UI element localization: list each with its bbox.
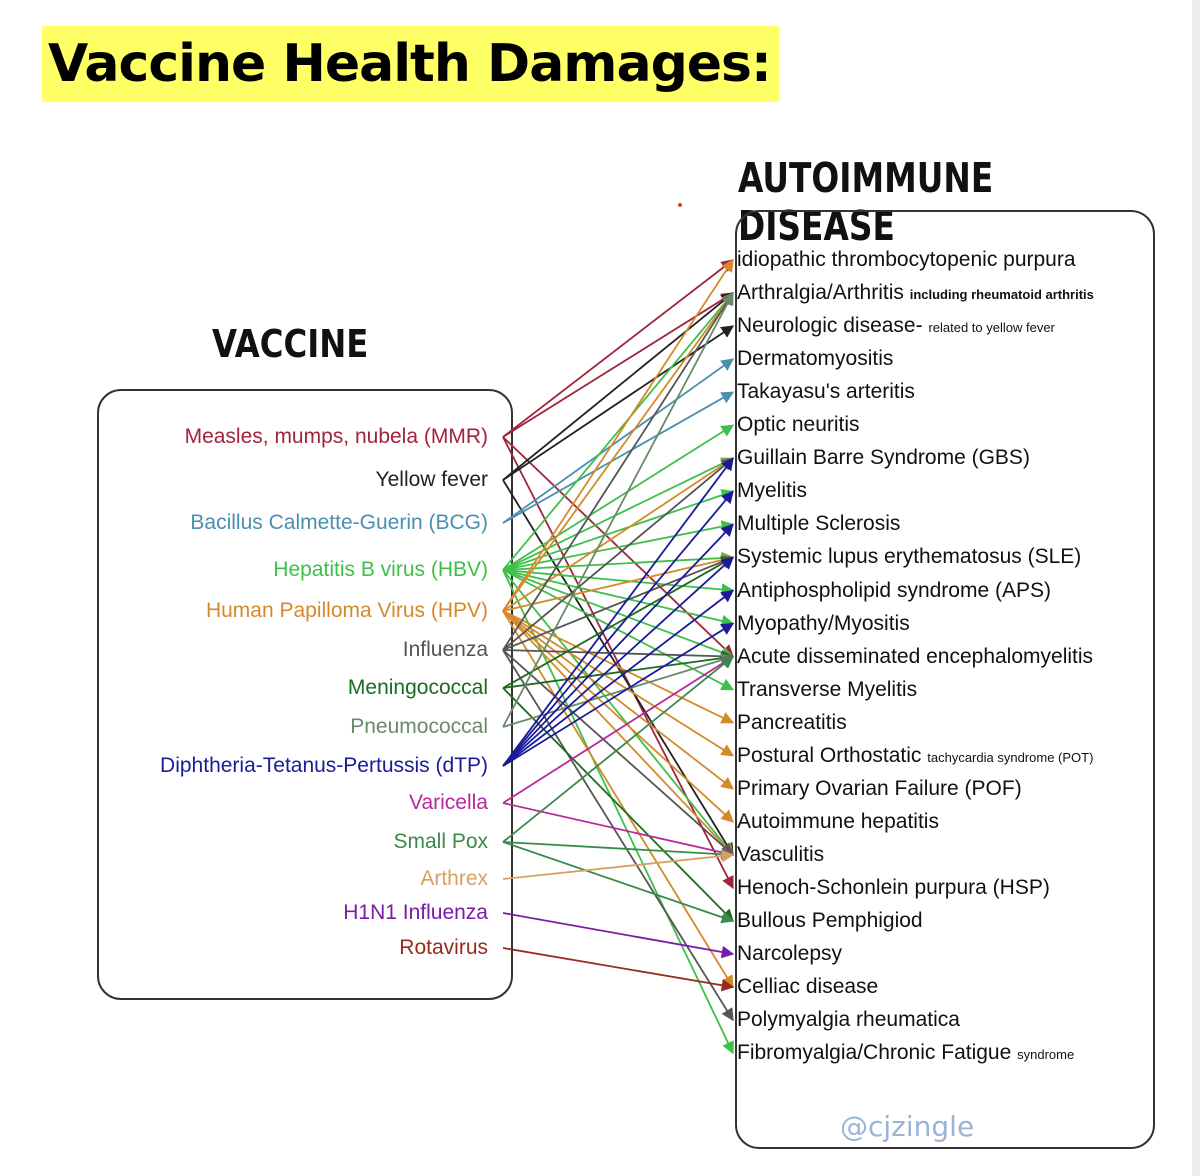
vaccine-item: Pneumococcal <box>350 715 488 738</box>
disease-item <box>737 644 1093 670</box>
link-arrow <box>503 913 733 954</box>
disease-name: idiopathic thrombocytopenic purpura <box>737 248 1076 271</box>
disease-name: Celliac disease <box>737 975 879 999</box>
vaccine-item: Varicella <box>409 791 488 814</box>
disease-note: including rheumatoid arthritis <box>909 287 1094 303</box>
disease-item <box>737 1007 960 1033</box>
link-arrow <box>503 650 733 855</box>
link-arrow <box>503 688 733 921</box>
vaccine-item: Human Papilloma Virus (HPV) <box>205 599 488 622</box>
disease-note: tachycardia syndrome (POT) <box>927 749 1094 765</box>
disease-name: Bullous Pemphigiod <box>737 909 923 932</box>
disease-item <box>737 578 1051 604</box>
disease-name: Primary Ovarian Failure (POF) <box>737 776 1022 800</box>
disease-name: Myopathy/Myositis <box>737 611 910 635</box>
link-arrow <box>503 293 733 437</box>
link-arrow <box>503 948 733 987</box>
vaccine-item: Arthrex <box>420 867 488 890</box>
disease-item <box>737 412 860 438</box>
disease-note: related to yellow fever <box>928 320 1055 336</box>
disease-item <box>737 445 1030 471</box>
disease-item <box>737 743 1093 771</box>
vaccine-item: Diphtheria-Tetanus-Pertussis (dTP) <box>160 754 488 777</box>
disease-heading: AUTOIMMUNE DISEASE <box>738 154 994 250</box>
vaccine-item: Rotavirus <box>399 936 488 959</box>
disease-name: Pancreatitis <box>737 710 847 734</box>
disease-item <box>737 280 1094 308</box>
disease-name: Dermatomyositis <box>737 347 894 371</box>
disease-item <box>737 842 824 868</box>
disease-item <box>737 379 915 405</box>
link-arrow <box>503 611 733 789</box>
vaccine-item: Bacillus Calmette-Guerin (BCG) <box>190 511 488 534</box>
disease-name: Neurologic disease- <box>737 314 929 338</box>
link-arrow <box>503 260 733 611</box>
disease-name: Autoimmune hepatitis <box>737 809 939 833</box>
disease-item <box>737 677 917 703</box>
disease-name: Transverse Myelitis <box>737 677 918 701</box>
disease-item <box>737 544 1081 570</box>
disease-name: Henoch-Schonlein purpura (HSP) <box>737 875 1050 899</box>
disease-item <box>737 974 878 1000</box>
disease-name: Systemic lupus erythematosus (SLE) <box>737 545 1082 569</box>
disease-item <box>737 611 910 637</box>
disease-name: Arthralgia/Arthritis <box>737 281 910 305</box>
page-title: Vaccine Health Damages: <box>42 26 779 102</box>
disease-name: Polymyalgia rheumatica <box>737 1008 960 1032</box>
disease-name: Multiple Sclerosis <box>737 512 901 536</box>
disease-item <box>737 313 1055 341</box>
watermark: @cjzingle <box>840 1110 975 1143</box>
link-arrow <box>503 611 733 855</box>
disease-item <box>737 247 1076 273</box>
disease-item <box>737 1040 1074 1068</box>
disease-name: Narcolepsy <box>737 942 843 966</box>
disease-note: syndrome <box>1017 1047 1075 1063</box>
disease-name: Guillain Barre Syndrome (GBS) <box>737 446 1030 470</box>
link-arrow <box>503 855 733 879</box>
vaccine-heading: VACCINE <box>212 322 369 366</box>
disease-item <box>737 875 1050 901</box>
disease-item <box>737 809 939 835</box>
disease-item <box>737 346 893 372</box>
scrollbar[interactable] <box>1192 0 1200 1176</box>
disease-item <box>737 710 847 736</box>
disease-name: Postural Orthostatic <box>737 743 928 767</box>
vaccine-item: Meningococcal <box>347 676 488 699</box>
disease-name: Optic neuritis <box>737 413 860 437</box>
disease-name: Acute disseminated encephalomyelitis <box>737 644 1094 668</box>
disease-item <box>737 511 900 537</box>
vaccine-item: H1N1 Influenza <box>343 901 488 924</box>
link-arrow <box>503 293 733 570</box>
disease-item <box>737 478 807 504</box>
disease-item <box>737 776 1022 802</box>
vaccine-item: Influenza <box>402 638 488 661</box>
vaccine-item: Measles, mumps, nubela (MMR) <box>184 425 488 448</box>
vaccine-item: Yellow fever <box>375 468 488 491</box>
disease-item <box>737 908 923 934</box>
disease-name: Fibromyalgia/Chronic Fatigue <box>737 1041 1018 1065</box>
disease-name: Myelitis <box>737 479 808 503</box>
disease-name: Antiphospholipid syndrome (APS) <box>737 578 1051 602</box>
vaccine-item: Hepatitis B virus (HBV) <box>273 558 488 581</box>
link-arrow <box>503 650 733 657</box>
disease-name: Vasculitis <box>737 842 825 866</box>
disease-item <box>737 941 842 967</box>
vaccine-item: Small Pox <box>393 830 488 853</box>
disease-name: Takayasu's arteritis <box>737 380 915 404</box>
